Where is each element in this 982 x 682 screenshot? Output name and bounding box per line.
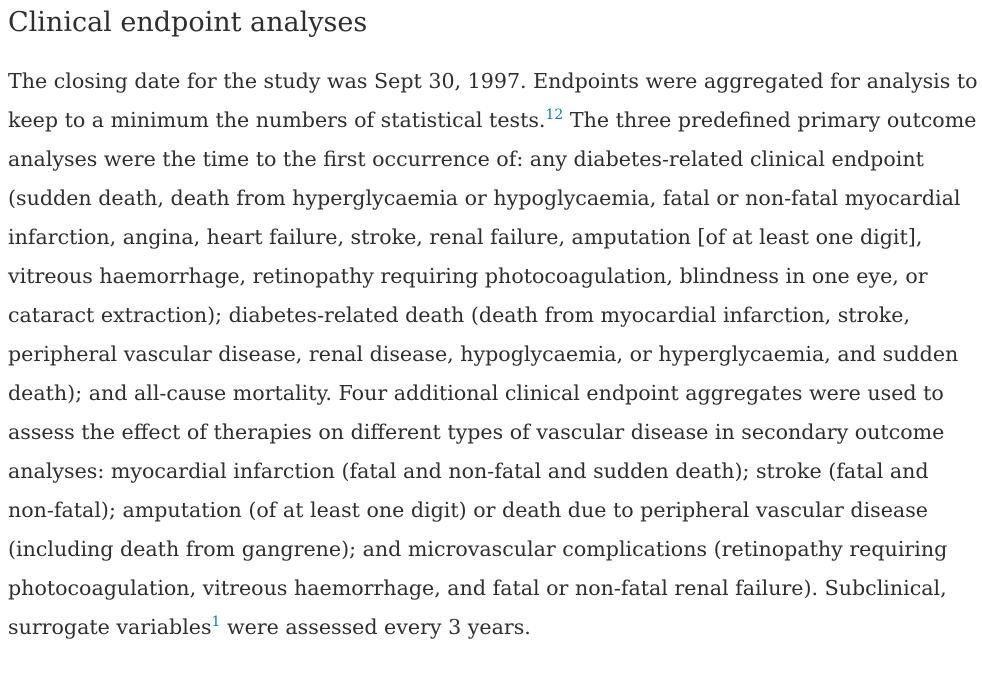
paragraph-text-part-1: The closing date for the study was Sept 30, 1997. Endpoints were aggregated for analysis to keep to a minimum the numbers of statistical tests. [8,69,978,132]
reference-link-12[interactable]: 12 [545,107,564,123]
paragraph-text-part-3: were assessed every 3 years. [220,615,531,639]
body-paragraph [8,62,980,647]
section-heading: Clinical endpoint analyses [8,7,368,38]
reference-link-1[interactable]: 1 [211,614,221,630]
clinical-endpoint-section [8,0,980,647]
paragraph-text-part-2: The three predefined primary outcome analyses were the time to the first occurrence of: any diabetes-related clinical endpoint (sudden death, death from hyperglycaemia or hypoglycaemia, fatal or non-fatal myocardial infarction, angina, heart failure, stroke, renal failure, amputation [of at least one digit], vitreous haemorrhage, retinopathy requiring photocoagulation, blindness in one eye, or cataract extraction); diabetes-related death (death from myocardial infarction, stroke, peripheral vascular disease, renal disease, hypoglycaemia, or hyperglycaemia, and sudden death); and all-cause mortality. Four additional clinical endpoint aggregates were used to assess the effect of therapies on different types of vascular disease in secondary outcome analyses: myocardial infarction (fatal and non-fatal and sudden death); stroke (fatal and non-fatal); amputation (of at least one digit) or death due to peripheral vascular disease (including death from gangrene); and microvascular complications (retinopathy requiring photocoagulation, vitreous haemorrhage, and fatal or non-fatal renal failure). Subclinical, surrogate variables [8,108,977,639]
